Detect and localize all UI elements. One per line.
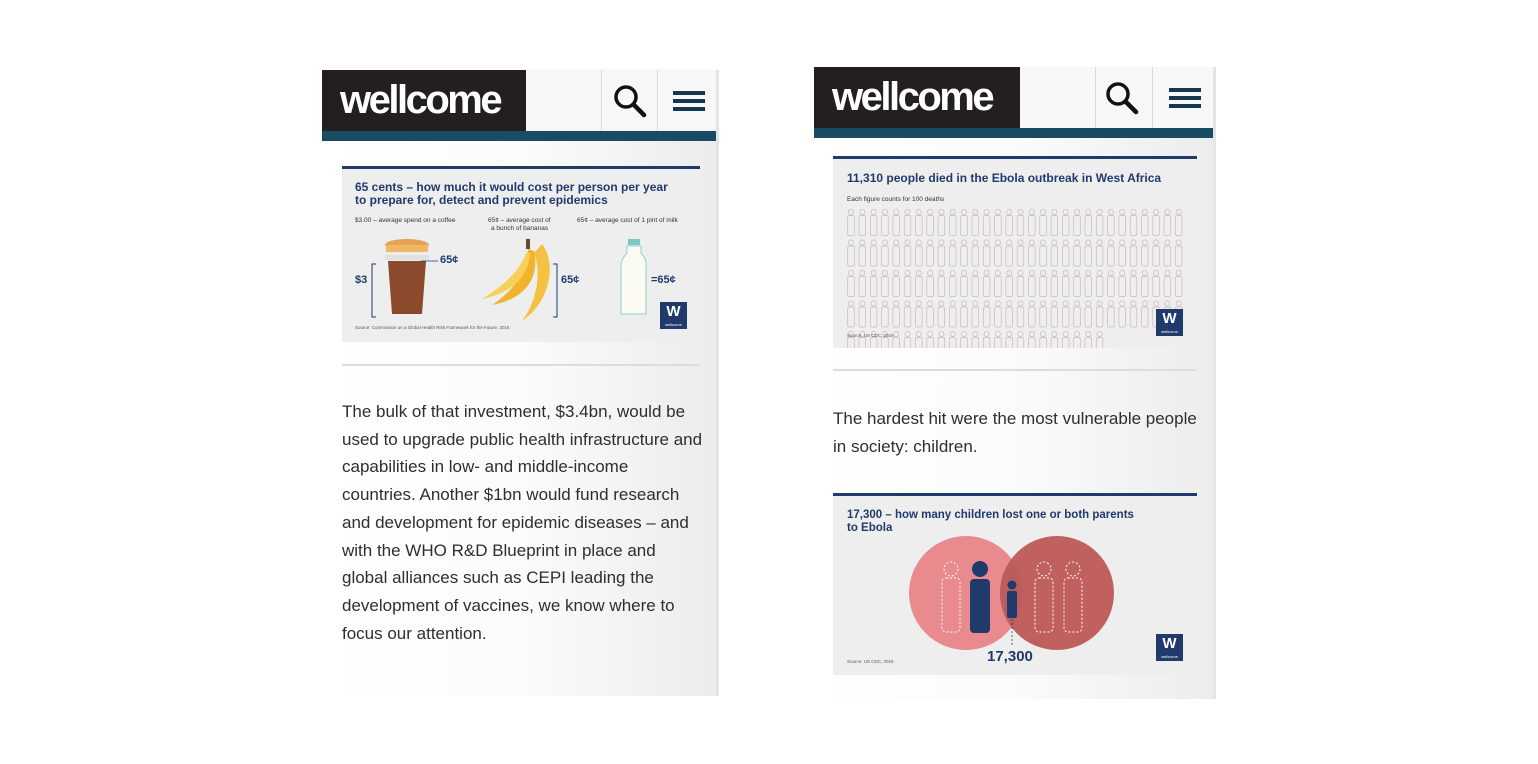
person-figure-icon <box>1017 301 1024 327</box>
person-figure-icon <box>1006 270 1013 296</box>
person-figure-icon <box>1085 240 1092 266</box>
infographic-source: Source: US CDC, 2016 <box>847 659 894 664</box>
person-figure-icon <box>949 270 956 296</box>
menu-button[interactable] <box>1157 67 1213 128</box>
label-65c-coffee: 65¢ <box>440 254 459 266</box>
person-figure-icon <box>1029 301 1036 327</box>
infographic-subtitle: Each figure counts for 100 deaths <box>847 196 945 203</box>
person-figure-icon <box>1051 331 1058 348</box>
person-figure-icon <box>1017 270 1024 296</box>
phone-screen-right <box>814 67 1216 699</box>
badge-wordmark: wellcome <box>1161 329 1178 334</box>
person-figure-icon <box>938 209 945 235</box>
person-figure-icon <box>1029 240 1036 266</box>
person-figure-icon <box>870 301 877 327</box>
person-figure-icon <box>1164 209 1171 235</box>
person-figure-icon <box>1142 301 1149 327</box>
person-figure-icon <box>1085 331 1092 348</box>
person-figure-icon <box>983 331 990 348</box>
person-figure-icon <box>1051 240 1058 266</box>
person-figure-icon <box>904 331 911 348</box>
person-figure-icon <box>995 331 1002 348</box>
person-figure-icon <box>916 240 923 266</box>
person-figure-icon <box>859 270 866 296</box>
divider <box>342 364 700 366</box>
person-figure-icon <box>1074 301 1081 327</box>
person-figure-icon <box>1051 209 1058 235</box>
person-figure-icon <box>882 240 889 266</box>
site-header <box>322 70 719 131</box>
person-figure-icon <box>972 240 979 266</box>
infographic-title-line2: to Ebola <box>847 522 893 534</box>
person-figure-icon <box>904 209 911 235</box>
person-figure-icon <box>1074 209 1081 235</box>
person-figure-icon <box>1119 301 1126 327</box>
figure-label: 17,300 <box>987 648 1033 665</box>
header-divider <box>657 70 658 131</box>
search-icon <box>1105 81 1139 115</box>
menu-icon <box>1169 84 1201 112</box>
infographic-cost-card[interactable] <box>342 166 700 342</box>
person-figure-icon <box>949 301 956 327</box>
search-icon <box>613 84 647 118</box>
person-figure-icon <box>995 209 1002 235</box>
menu-button[interactable] <box>661 70 717 131</box>
wellcome-badge <box>660 302 687 329</box>
person-figure-icon <box>859 301 866 327</box>
person-figure-icon <box>1040 270 1047 296</box>
person-figure-icon <box>870 270 877 296</box>
label-coffee-price: $3 <box>355 274 368 286</box>
badge-wordmark: wellcome <box>1161 654 1178 659</box>
person-figure-icon <box>1006 331 1013 348</box>
person-figure-icon <box>972 301 979 327</box>
person-figure-icon <box>1175 209 1182 235</box>
person-figure-icon <box>1062 331 1069 348</box>
person-figure-icon <box>1085 270 1092 296</box>
person-figure-icon <box>1164 270 1171 296</box>
person-figure-icon <box>938 331 945 348</box>
person-figure-icon <box>995 240 1002 266</box>
person-figure-icon <box>1108 270 1115 296</box>
menu-icon <box>673 87 705 115</box>
infographic-orphans-card[interactable] <box>833 493 1197 675</box>
person-figure-icon <box>961 331 968 348</box>
person-figure-icon <box>1062 270 1069 296</box>
person-figure-icon <box>983 301 990 327</box>
banana-caption-line2: a bunch of bananas <box>491 225 549 232</box>
person-figure-icon <box>1074 270 1081 296</box>
person-figure-icon <box>949 209 956 235</box>
person-figure-icon <box>1062 240 1069 266</box>
person-figure-icon <box>1040 209 1047 235</box>
infographic-title-line1: 17,300 – how many children lost one or both parents <box>847 509 1134 521</box>
person-figure-icon <box>1142 240 1149 266</box>
person-figure-icon <box>1085 209 1092 235</box>
person-figure-icon <box>972 209 979 235</box>
person-figure-icon <box>1153 270 1160 296</box>
person-figure-icon <box>1017 240 1024 266</box>
person-figure-icon <box>1051 270 1058 296</box>
person-figure-icon <box>1096 209 1103 235</box>
person-figure-icon <box>1108 301 1115 327</box>
site-header <box>814 67 1216 128</box>
search-button[interactable] <box>1094 67 1150 128</box>
badge-wordmark: wellcome <box>665 322 682 327</box>
person-figure-icon <box>893 240 900 266</box>
person-figure-icon <box>927 270 934 296</box>
label-eq-65c: =65¢ <box>651 274 676 286</box>
person-figure-icon <box>1062 301 1069 327</box>
person-figure-icon <box>1006 209 1013 235</box>
person-figure-icon <box>1096 240 1103 266</box>
person-figure-icon <box>882 209 889 235</box>
person-figure-icon <box>927 240 934 266</box>
badge-letter: W <box>1162 310 1177 327</box>
wellcome-badge <box>1156 634 1183 661</box>
person-figure-icon <box>1153 209 1160 235</box>
person-figure-icon <box>927 331 934 348</box>
infographic-title-line2: to prepare for, detect and prevent epidemics <box>355 193 608 207</box>
article-paragraph: The hardest hit were the most vulnerable people in society: children. <box>833 409 1197 456</box>
person-figure-icon <box>1175 240 1182 266</box>
person-figure-icon <box>848 301 855 327</box>
person-figure-icon <box>859 240 866 266</box>
person-figure-icon <box>1153 240 1160 266</box>
person-figure-icon <box>983 209 990 235</box>
person-figure-icon <box>1040 301 1047 327</box>
badge-letter: W <box>1162 635 1177 652</box>
person-figure-icon <box>1074 331 1081 348</box>
person-figure-icon <box>938 301 945 327</box>
person-figure-icon <box>916 209 923 235</box>
person-figure-icon <box>1074 240 1081 266</box>
person-figure-icon <box>870 209 877 235</box>
wellcome-badge <box>1156 309 1183 336</box>
person-figure-icon <box>848 209 855 235</box>
banana-caption-line1: 65¢ – average cost of <box>488 217 551 224</box>
person-figure-icon <box>916 270 923 296</box>
person-figure-icon <box>1130 240 1137 266</box>
person-figure-icon <box>882 301 889 327</box>
person-figure-icon <box>1096 301 1103 327</box>
person-figure-icon <box>1175 270 1182 296</box>
person-figure-icon <box>1006 240 1013 266</box>
person-figure-icon <box>1164 240 1171 266</box>
person-figure-icon <box>904 240 911 266</box>
person-figure-icon <box>995 270 1002 296</box>
person-figure-icon <box>1040 331 1047 348</box>
person-figure-icon <box>949 240 956 266</box>
person-figure-icon <box>904 270 911 296</box>
person-figure-icon <box>1119 270 1126 296</box>
person-figure-icon <box>927 209 934 235</box>
person-figure-icon <box>1108 240 1115 266</box>
article-paragraph: The bulk of that investment, $3.4bn, would be used to upgrade public health infrastructure and capabilities in low- and middle-income countries. Another $1bn would fund research and development for epidemic diseases – and with the WHO R&D Blueprint in place and global alliances such as CEPI leading the development of vaccines, we know where to focus our attention. <box>342 402 703 643</box>
person-figure-icon <box>1051 301 1058 327</box>
search-button[interactable] <box>602 70 658 131</box>
person-figure-icon <box>1017 331 1024 348</box>
coffee-caption: $3.00 – average spend on a coffee <box>355 217 456 224</box>
infographic-source: Source: Commission on a Global Health Risk Framework for the Future, 2016 <box>355 325 510 330</box>
infographic-illustration <box>342 169 700 342</box>
wellcome-logo[interactable]: wellcome <box>814 67 1020 128</box>
person-figure-icon <box>1029 209 1036 235</box>
person-figure-icon <box>1130 270 1137 296</box>
person-figure-icon <box>848 240 855 266</box>
person-figure-icon <box>916 331 923 348</box>
person-figure-icon <box>972 270 979 296</box>
person-figure-icon <box>972 331 979 348</box>
person-figure-icon <box>938 270 945 296</box>
person-figure-icon <box>916 301 923 327</box>
milk-bottle-icon <box>621 239 646 314</box>
label-65c-banana: 65¢ <box>561 274 580 286</box>
person-figure-icon <box>1029 270 1036 296</box>
coffee-cup-icon <box>385 239 429 314</box>
person-figure-icon <box>1130 209 1137 235</box>
person-figure-icon <box>1062 209 1069 235</box>
wellcome-logo[interactable]: wellcome <box>322 70 526 131</box>
person-figure-icon <box>870 240 877 266</box>
person-figure-icon <box>1040 240 1047 266</box>
person-figure-icon <box>893 270 900 296</box>
person-figure-icon <box>859 209 866 235</box>
divider <box>833 369 1197 371</box>
badge-letter: W <box>666 303 681 320</box>
person-figure-icon <box>848 270 855 296</box>
header-divider <box>1152 67 1153 128</box>
person-figure-icon <box>1006 301 1013 327</box>
person-figure-icon <box>1096 331 1103 348</box>
person-figure-icon <box>893 301 900 327</box>
phone-screen-left <box>322 70 719 696</box>
person-figure-icon <box>927 301 934 327</box>
person-figure-icon <box>961 209 968 235</box>
person-figure-icon <box>1017 209 1024 235</box>
person-figure-icon <box>1130 301 1137 327</box>
person-figure-icon <box>938 240 945 266</box>
person-figure-icon <box>961 301 968 327</box>
person-figure-icon <box>983 270 990 296</box>
person-figure-icon <box>1108 209 1115 235</box>
person-figure-icon <box>961 240 968 266</box>
person-figure-icon <box>1096 270 1103 296</box>
infographic-deaths-card[interactable] <box>833 156 1197 348</box>
person-figure-icon <box>1119 240 1126 266</box>
person-figure-icon <box>983 240 990 266</box>
header-accent-bar <box>322 131 719 141</box>
people-figure-grid <box>833 159 1197 348</box>
infographic-title-line1: 65 cents – how much it would cost per person per year <box>355 180 668 194</box>
person-figure-icon <box>1029 331 1036 348</box>
person-figure-icon <box>949 331 956 348</box>
person-figure-icon <box>1142 209 1149 235</box>
infographic-source: Source: US CDC, 2016 <box>847 333 894 338</box>
milk-caption: 65¢ – average cost of 1 pint of milk <box>577 217 678 224</box>
person-figure-icon <box>995 301 1002 327</box>
person-figure-icon <box>882 270 889 296</box>
person-figure-icon <box>904 301 911 327</box>
banana-bunch-icon <box>482 239 550 321</box>
infographic-title: 11,310 people died in the Ebola outbreak in West Africa <box>847 171 1162 185</box>
person-figure-icon <box>893 209 900 235</box>
person-figure-icon <box>961 270 968 296</box>
person-figure-icon <box>1142 270 1149 296</box>
person-figure-icon <box>1119 209 1126 235</box>
person-figure-icon <box>1085 301 1092 327</box>
header-accent-bar <box>814 128 1216 138</box>
